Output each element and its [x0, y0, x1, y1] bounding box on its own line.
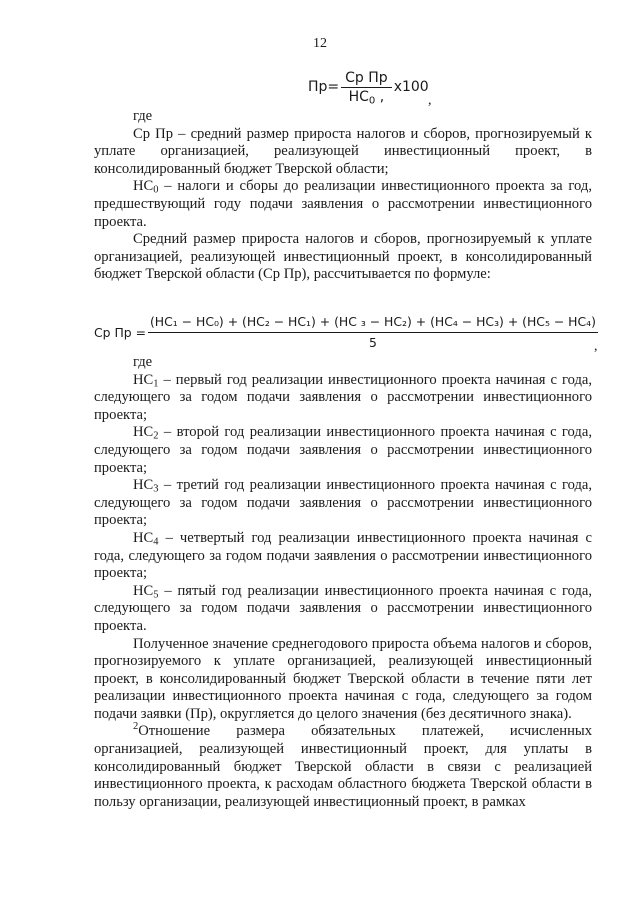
hc5-label: НС — [133, 582, 154, 599]
paragraph-formula-intro: Средний размер прироста налогов и сборов, прогнозируемый к уплате организацией, реализующей инвестиционный проект, в консолидированный бюджет Тверской области (Ср Пр), рассчитывается по формуле: — [94, 231, 592, 283]
hc4-label: НС — [133, 529, 154, 546]
hc1-label: НС — [133, 371, 154, 388]
hc3-sub: 3 — [153, 483, 159, 495]
paragraph-cp-pr: Ср Пр – средний размер прироста налогов и сборов, прогнозируемый к уплате организацией, реализующей инвестиционный проект, в консолидированный бюджет Тверской области; — [94, 125, 592, 177]
paragraph-hc3 — [94, 477, 592, 530]
hc2-text: – второй год реализации инвестиционного проекта начиная с года, следующего за годом подачи заявления о рассмотрении инвестиционного проекта; — [94, 424, 592, 476]
formula-cp-pr-lhs: Ср Пр = — [94, 325, 146, 341]
formula-pr-den-text: НС — [348, 89, 369, 105]
hc0-sub: 0 — [153, 185, 159, 196]
gde-label-2: где — [133, 354, 153, 370]
formula-cp-pr — [94, 314, 600, 352]
hc1-text: – первый год реализации инвестиционного проекта начиная с года, следующего за годом подачи заявления о рассмотрении инвестиционного проекта; — [94, 371, 592, 423]
paragraph-hc5 — [94, 583, 592, 636]
formula-cp-pr-numerator: (НС₁ − НС₀) + (НС₂ − НС₁) + (НС ₃ − НС₂) + (НС₄ − НС₃) + (НС₅ − НС₄) — [148, 314, 598, 333]
paragraph-hc4 — [94, 530, 592, 583]
formula-pr — [308, 70, 429, 105]
formula-pr-denominator — [345, 88, 389, 105]
hc5-sub: 5 — [153, 589, 159, 601]
hc4-text: – четвертый год реализации инвестиционного проекта начиная с года, следующего за годом подачи заявления о рассмотрении инвестиционного проекта; — [94, 529, 592, 582]
formula-cp-pr-comma: , — [594, 339, 598, 354]
paragraph-hc1 — [94, 372, 592, 425]
hc3-label: НС — [133, 477, 154, 494]
hc2-label: НС — [133, 424, 154, 441]
formula-pr-den-sub: 0 — [368, 95, 376, 107]
paragraph-hc0 — [94, 178, 592, 231]
formula-pr-comma: , — [428, 93, 432, 108]
text-block-years — [94, 354, 592, 811]
paragraph-ratio — [94, 723, 592, 811]
hc0-text: – налоги и сборы до реализации инвестиционного проекта за год, предшествующий году подачи заявления о рассмотрении инвестиционного проекта. — [94, 178, 592, 230]
formula-pr-lhs: Пр= — [308, 78, 340, 95]
paragraph-hc2 — [94, 424, 592, 477]
hc0-label: НС — [133, 178, 154, 195]
text-block-definitions — [94, 108, 592, 284]
formula-pr-rhs: x100 — [393, 78, 429, 95]
hc2-sub: 2 — [153, 431, 159, 442]
hc3-text: – третий год реализации инвестиционного проекта начиная с года, следующего за годом подачи заявления о рассмотрении инвестиционного проекта; — [94, 477, 592, 529]
formula-cp-pr-fraction — [148, 314, 598, 352]
formula-pr-den-tail: , — [375, 89, 385, 105]
hc1-sub: 1 — [153, 378, 159, 390]
footnote-marker: 2 — [133, 721, 139, 733]
hc5-text: – пятый год реализации инвестиционного проекта начиная с года, следующего за годом подачи заявления о рассмотрении инвестиционного проекта. — [94, 582, 592, 634]
formula-pr-numerator: Ср Пр — [341, 70, 392, 88]
gde-label: где — [133, 108, 153, 124]
formula-cp-pr-denominator: 5 — [369, 335, 377, 350]
hc4-sub: 4 — [153, 536, 159, 548]
formula-pr-fraction — [341, 70, 392, 105]
paragraph-result: Полученное значение среднегодового прироста объема налогов и сборов, прогнозируемого к уплате организацией, реализующей инвестиционный проект, в консолидированный бюджет Тверской области в течение пяти лет реализации инвестиционного проекта начиная с года, следующего за годом подачи заявки (Пр), округляется до целого значения (без десятичного знака). — [94, 635, 592, 722]
page-number: 12 — [313, 36, 327, 51]
ratio-text: Отношение размера обязательных платежей, исчисленных организацией, реализующей инвестиционный проект, для уплаты в консолидированный бюджет Тверской области в связи с реализацией инвестиционного проекта, к расходам областного бюджета Тверской области в пользу организации, реализующей инвестиционный проект, в рамках — [94, 723, 592, 810]
